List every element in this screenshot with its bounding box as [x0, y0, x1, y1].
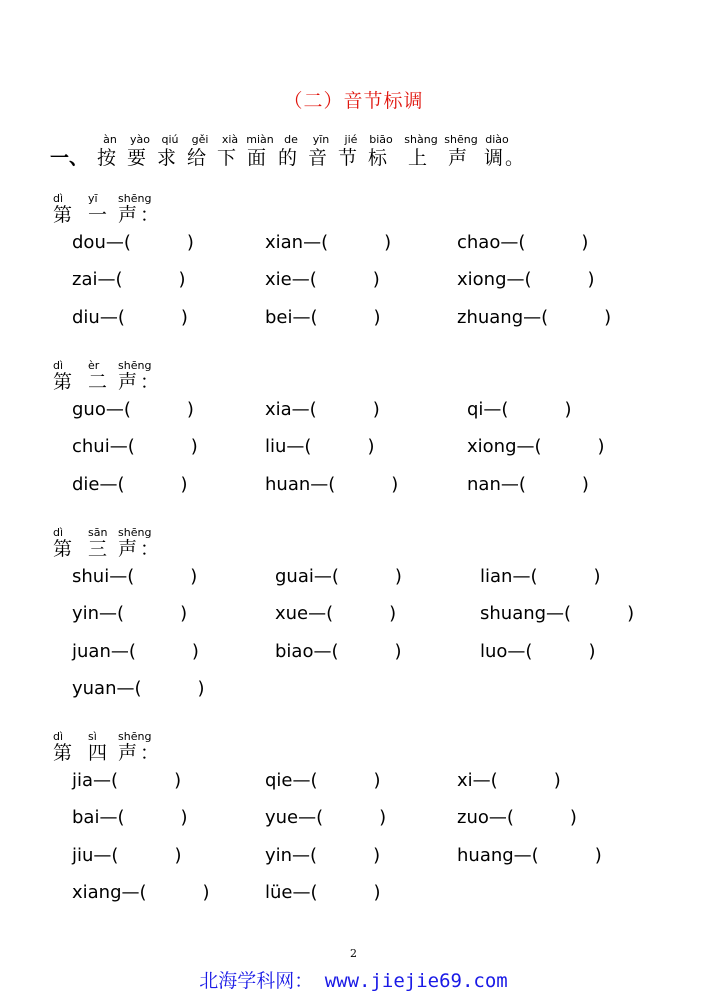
- syllable-item: chui—( ): [72, 436, 198, 458]
- answer-blank[interactable]: [318, 882, 374, 904]
- answer-blank[interactable]: [333, 603, 389, 625]
- syllable-item: biao—( ): [275, 640, 402, 662]
- syllable-item: luo—( ): [480, 640, 596, 662]
- instruction-pinyin: yīn: [312, 133, 330, 146]
- instruction-pinyin: biāo: [369, 133, 393, 146]
- section-heading-pinyin: sān: [88, 526, 108, 539]
- section-heading-colon: ：: [140, 204, 160, 226]
- syllable-item: liu—( ): [265, 436, 375, 458]
- instruction-pinyin: diào: [485, 133, 509, 146]
- syllable-item: xie—( ): [265, 269, 380, 291]
- syllable-item: yin—( ): [265, 844, 381, 866]
- syllable-item: xiong—( ): [457, 269, 595, 291]
- answer-blank[interactable]: [542, 436, 598, 458]
- syllable-item: diu—( ): [72, 306, 188, 328]
- instruction-char: 声: [448, 147, 468, 169]
- answer-blank[interactable]: [526, 474, 582, 496]
- section-heading-char: 二: [88, 371, 108, 393]
- answer-blank[interactable]: [135, 436, 191, 458]
- section-heading-pinyin: dì: [53, 730, 64, 743]
- instruction-pinyin: gěi: [191, 133, 209, 146]
- instruction-pinyin: xià: [221, 133, 239, 146]
- section-heading-pinyin: shēng: [118, 526, 152, 539]
- section-heading-colon: ：: [140, 371, 160, 393]
- section-heading-char: 三: [88, 538, 108, 560]
- syllable-item: nan—( ): [467, 473, 589, 495]
- syllable-item: yuan—( ): [72, 677, 205, 699]
- syllable-item: die—( ): [72, 473, 188, 495]
- syllable-item: zhuang—( ): [457, 306, 612, 328]
- section-heading-pinyin: sì: [88, 730, 97, 743]
- syllable-item: huan—( ): [265, 473, 399, 495]
- section-heading-pinyin: dì: [53, 192, 64, 205]
- syllable-item: shuang—( ): [480, 603, 635, 625]
- answer-blank[interactable]: [532, 641, 588, 663]
- syllable-item: guo—( ): [72, 399, 194, 420]
- answer-blank[interactable]: [118, 845, 174, 867]
- instruction-char: 面: [247, 147, 267, 169]
- section-heading-char: 声: [118, 538, 138, 560]
- syllable-item: xiong—( ): [467, 436, 605, 458]
- instruction-period: 。: [505, 147, 525, 169]
- section-heading-pinyin: shēng: [118, 192, 152, 205]
- syllable-item: xian—( ): [265, 232, 392, 253]
- answer-blank[interactable]: [339, 641, 395, 663]
- section-heading-pinyin: dì: [53, 359, 64, 372]
- syllable-item: xue—( ): [275, 603, 397, 625]
- section-heading-char: 声: [118, 204, 138, 226]
- instruction-pinyin: shàng: [404, 133, 438, 146]
- instruction-char: 上: [408, 147, 428, 169]
- answer-blank[interactable]: [508, 399, 564, 421]
- answer-blank[interactable]: [125, 307, 181, 329]
- instruction-char: 的: [278, 147, 298, 169]
- syllable-item: huang—( ): [457, 844, 602, 866]
- syllable-item: zuo—( ): [457, 807, 577, 829]
- instruction-char: 求: [157, 147, 177, 169]
- syllable-item: lüe—( ): [265, 881, 381, 903]
- instruction-pinyin: qiú: [161, 133, 179, 146]
- answer-blank[interactable]: [571, 603, 627, 625]
- instruction-char: 标: [368, 147, 388, 169]
- syllable-item: xiang—( ): [72, 881, 210, 903]
- section-heading-char: 一: [88, 204, 108, 226]
- answer-blank[interactable]: [318, 307, 374, 329]
- instruction-char: 调: [484, 147, 504, 169]
- instruction-pinyin: de: [284, 133, 298, 146]
- section-heading-colon: ：: [140, 742, 160, 764]
- answer-blank[interactable]: [124, 807, 180, 829]
- answer-blank[interactable]: [318, 770, 374, 792]
- answer-blank[interactable]: [539, 845, 595, 867]
- section-heading-pinyin: shēng: [118, 359, 152, 372]
- syllable-item: jia—( ): [72, 770, 182, 791]
- instruction-char: 音: [308, 147, 328, 169]
- section-heading-pinyin: yī: [88, 192, 98, 205]
- answer-blank[interactable]: [514, 807, 570, 829]
- section-heading-char: 第: [53, 204, 73, 226]
- answer-blank[interactable]: [498, 770, 554, 792]
- syllable-item: shui—( ): [72, 566, 198, 587]
- answer-blank[interactable]: [131, 232, 187, 254]
- section-heading-colon: ：: [140, 538, 160, 560]
- instruction-pinyin: shēng: [444, 133, 478, 146]
- syllable-item: jiu—( ): [72, 844, 182, 866]
- syllable-item: zai—( ): [72, 269, 186, 291]
- syllable-item: qie—( ): [265, 770, 381, 791]
- answer-blank[interactable]: [537, 566, 593, 588]
- answer-blank[interactable]: [317, 399, 373, 421]
- syllable-item: xia—( ): [265, 399, 380, 420]
- section-heading-char: 声: [118, 371, 138, 393]
- syllable-item: bei—( ): [265, 306, 381, 328]
- section-heading-char: 声: [118, 742, 138, 764]
- syllable-item: qi—( ): [467, 399, 572, 420]
- answer-blank[interactable]: [125, 474, 181, 496]
- syllable-item: guai—( ): [275, 566, 402, 587]
- answer-blank[interactable]: [311, 436, 367, 458]
- answer-blank[interactable]: [317, 269, 373, 291]
- syllable-item: lian—( ): [480, 566, 601, 587]
- answer-blank[interactable]: [118, 770, 174, 792]
- answer-blank[interactable]: [335, 474, 391, 496]
- answer-blank[interactable]: [147, 882, 203, 904]
- section-heading-char: 第: [53, 371, 73, 393]
- instruction-pinyin: àn: [103, 133, 117, 146]
- page-title: （二）音节标调: [283, 90, 424, 112]
- syllable-item: yin—( ): [72, 603, 188, 625]
- syllable-item: chao—( ): [457, 232, 589, 253]
- page-number: 2: [350, 947, 357, 960]
- syllable-item: xi—( ): [457, 770, 561, 791]
- section-heading-char: 四: [88, 742, 108, 764]
- footer-website[interactable]: 北海学科网： www.jiejie69.com: [199, 970, 508, 992]
- syllable-item: juan—( ): [72, 640, 199, 662]
- instruction-pinyin: miàn: [246, 133, 274, 146]
- instruction-char: 给: [187, 147, 207, 169]
- instruction-pinyin: yào: [130, 133, 150, 146]
- syllable-item: dou—( ): [72, 232, 194, 253]
- answer-blank[interactable]: [124, 603, 180, 625]
- instruction-number: 一、: [50, 147, 89, 169]
- answer-blank[interactable]: [339, 566, 395, 588]
- syllable-item: yue—( ): [265, 807, 387, 829]
- answer-blank[interactable]: [123, 269, 179, 291]
- answer-blank[interactable]: [525, 232, 581, 254]
- answer-blank[interactable]: [328, 232, 384, 254]
- section-heading-pinyin: dì: [53, 526, 64, 539]
- answer-blank[interactable]: [548, 307, 604, 329]
- section-heading-char: 第: [53, 742, 73, 764]
- answer-blank[interactable]: [142, 678, 198, 700]
- answer-blank[interactable]: [323, 807, 379, 829]
- instruction-char: 要: [127, 147, 147, 169]
- instruction-char: 节: [338, 147, 358, 169]
- syllable-item: bai—( ): [72, 807, 188, 829]
- answer-blank[interactable]: [532, 269, 588, 291]
- instruction-char: 按: [97, 147, 117, 169]
- answer-blank[interactable]: [136, 641, 192, 663]
- answer-blank[interactable]: [131, 399, 187, 421]
- section-heading-pinyin: èr: [88, 359, 100, 372]
- instruction-pinyin: jié: [344, 133, 358, 146]
- section-heading-char: 第: [53, 538, 73, 560]
- answer-blank[interactable]: [134, 566, 190, 588]
- section-heading-pinyin: shēng: [118, 730, 152, 743]
- instruction-char: 下: [217, 147, 237, 169]
- answer-blank[interactable]: [317, 845, 373, 867]
